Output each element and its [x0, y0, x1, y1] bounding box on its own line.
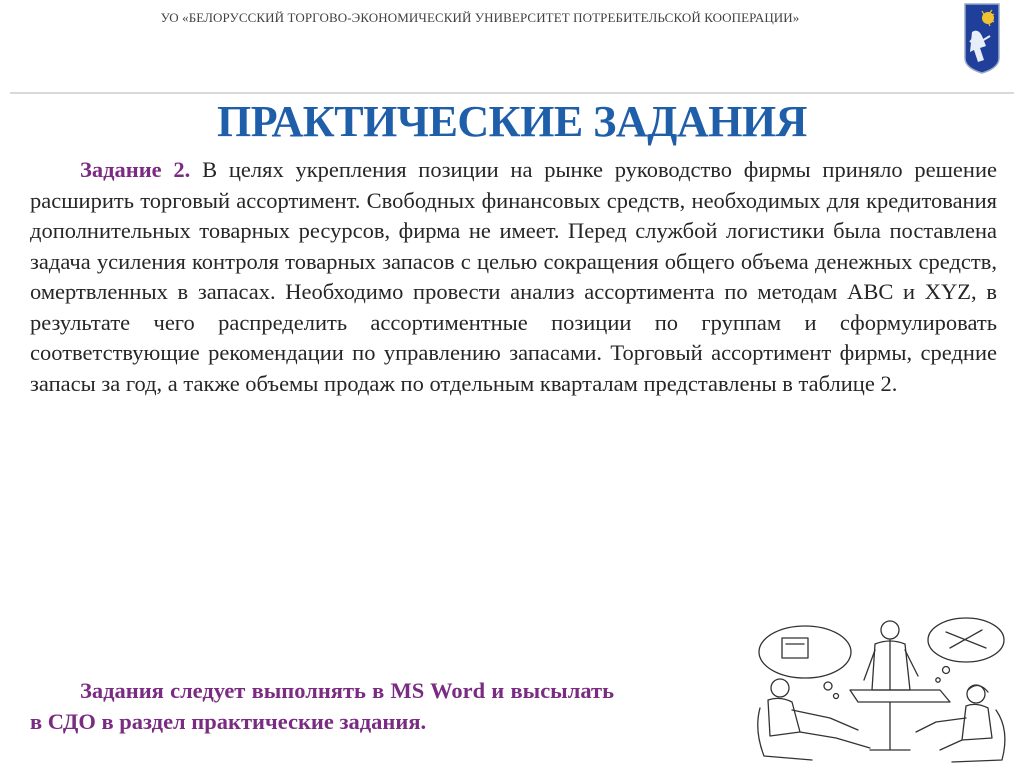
task-label: Задание 2.: [80, 157, 191, 182]
university-emblem-icon: [962, 2, 1002, 74]
task-paragraph: [30, 155, 997, 399]
header-divider: [10, 92, 1014, 94]
university-name: УО «БЕЛОРУССКИЙ ТОРГОВО-ЭКОНОМИЧЕСКИЙ УНИВЕРСИТЕТ ПОТРЕБИТЕЛЬСКОЙ КООПЕРАЦИИ»: [160, 10, 800, 25]
task-text: В целях укрепления позиции на рынке руководство фирмы приняло решение расширить торговый ассортимент. Свободных финансовых средств, необходимых для кредитования дополнительных товарных ресурсов, фирма не имеет. Перед службой логистики была поставлена задача усиления контроля товарных запасов с целью сокращения общего объема денежных средств, омертвленных в запасах. Необходимо провести анализ ассортимента по методам ABC и XYZ, в результате чего распределить ассортиментные позиции по группам и сформулировать соответствующие рекомендации по управлению запасами. Торговый ассортимент фирмы, средние запасы за год, а также объемы продаж по отдельным кварталам представлены в таблице 2.: [30, 157, 997, 396]
slide-title: ПРАКТИЧЕСКИЕ ЗАДАНИЯ: [217, 97, 807, 146]
submission-note: Задания следует выполнять в MS Word и высылать в СДО в раздел практические задания.: [30, 678, 614, 734]
business-meeting-sketch-icon: [740, 610, 1024, 767]
